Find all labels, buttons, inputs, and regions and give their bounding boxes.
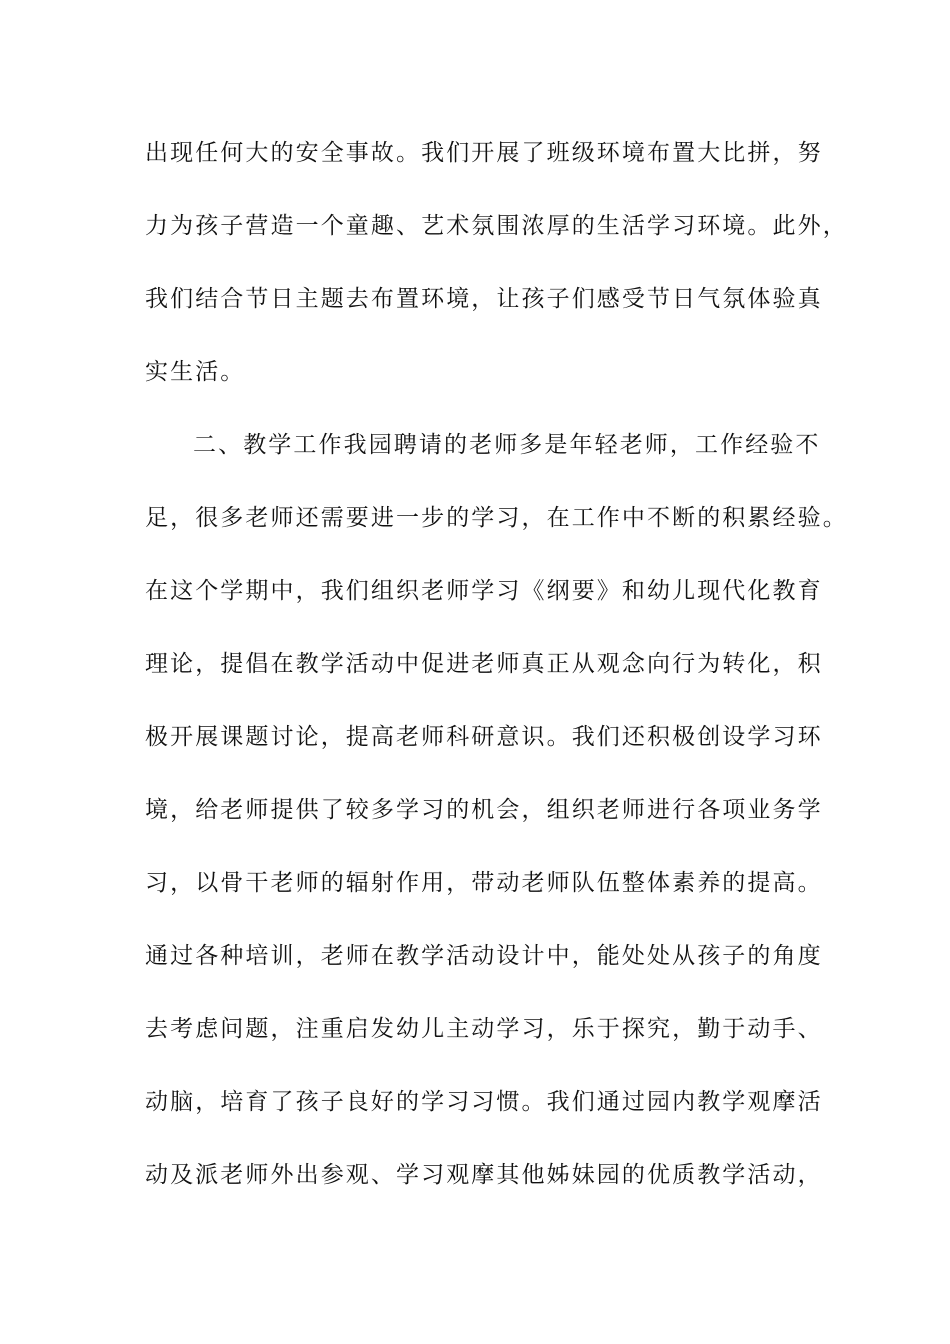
body-text xyxy=(145,128,848,1223)
text-line-4: 实生活。 xyxy=(145,359,246,385)
text-line-3: 我们结合节日主题去布置环境，让孩子们感受节日气氛体验真 xyxy=(145,286,823,312)
text-line-15: 动及派老师外出参观、学习观摩其他姊妹园的优质教学活动， xyxy=(145,1162,823,1188)
text-line-14: 动脑，培育了孩子良好的学习习惯。我们通过园内教学观摩活 xyxy=(145,1089,823,1115)
text-line-6: 足，很多老师还需要进一步的学习，在工作中不断的积累经验。 xyxy=(145,505,848,531)
text-line-7: 在这个学期中，我们组织老师学习《纲要》和幼儿现代化教育 xyxy=(145,578,823,604)
text-line-12: 通过各种培训，老师在教学活动设计中，能处处从孩子的角度 xyxy=(145,943,823,969)
section-heading-line: 二、教学工作我园聘请的老师多是年轻老师，工作经验不 xyxy=(193,432,821,458)
text-line-8: 理论，提倡在教学活动中促进老师真正从观念向行为转化，积 xyxy=(145,651,823,677)
text-line-10: 境，给老师提供了较多学习的机会，组织老师进行各项业务学 xyxy=(145,797,823,823)
text-line-9: 极开展课题讨论，提高老师科研意识。我们还积极创设学习环 xyxy=(145,724,823,750)
text-line-1: 出现任何大的安全事故。我们开展了班级环境布置大比拼，努 xyxy=(145,140,823,166)
text-line-2: 力为孩子营造一个童趣、艺术氛围浓厚的生活学习环境。此外， xyxy=(145,213,848,239)
text-line-11: 习，以骨干老师的辐射作用，带动老师队伍整体素养的提高。 xyxy=(145,870,823,896)
text-line-13: 去考虑问题，注重启发幼儿主动学习，乐于探究，勤于动手、 xyxy=(145,1016,823,1042)
